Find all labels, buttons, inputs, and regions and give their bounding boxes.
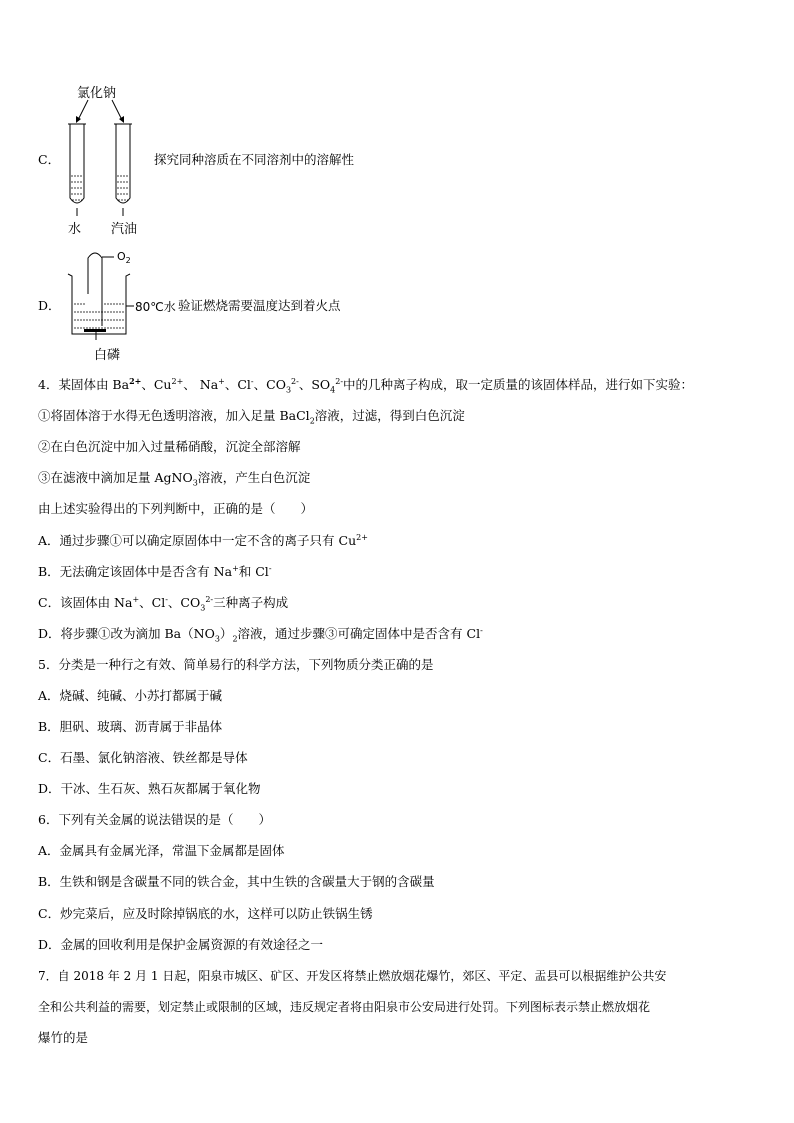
q6-option-c: C．炒完菜后，应及时除掉锅底的水，这样可以防止铁锅生锈 [38, 906, 373, 921]
option-c-letter: C． [38, 152, 61, 167]
q5-option-d: D．干冰、生石灰、熟石灰都属于氧化物 [38, 781, 261, 796]
q6-option-b: B．生铁和钢是含碳量不同的铁合金，其中生铁的含碳量大于钢的含碳量 [38, 874, 435, 889]
q5-option-c: C．石墨、氯化钠溶液、铁丝都是导体 [38, 750, 248, 765]
water-temp-label: 80℃水 [135, 300, 176, 314]
figure-c-gasoline-label: 汽油 [111, 222, 138, 237]
q5-option-a: A．烧碱、纯碱、小苏打都属于碱 [38, 688, 223, 703]
option-c-description: 探究同种溶质在不同溶剂中的溶解性 [154, 152, 355, 167]
q7-line-3: 爆竹的是 [38, 1030, 89, 1045]
figure-c-water-label: 水 [68, 222, 82, 237]
option-d-letter: D． [38, 298, 61, 313]
option-d-description: 验证燃烧需要温度达到着火点 [178, 298, 341, 313]
q6-stem: 6．下列有关金属的说法错误的是（ ） [38, 812, 271, 827]
q4-step1: ①将固体溶于水得无色透明溶液，加入足量 BaCl$_2$溶液，过滤，得到白色沉淀 [38, 408, 465, 426]
q7-line-1: 7．自 2018 年 2 月 1 日起，阳泉市城区、矿区、开发区将禁止燃放烟花爆竹，郊区、平定、盂县可以根据维护公共安 [38, 969, 667, 983]
test-tubes-figure [60, 98, 150, 218]
q4-option-b: B．无法确定该固体中是否含有 Na+和 Cl- [38, 563, 272, 579]
q7-line-2: 全和公共利益的需要，划定禁止或限制的区域，违反规定者将由阳泉市公安局进行处罚。下列图标表示禁止燃放烟花 [38, 1000, 651, 1014]
q4-option-c: C．该固体由 Na+、Cl-、$CO_3^{2-}$三种离子构成 [38, 594, 289, 613]
q4-step3: ③在滤液中滴加足量 AgNO$_3$溶液，产生白色沉淀 [38, 470, 311, 488]
q5-stem: 5．分类是一种行之有效、简单易行的科学方法，下列物质分类正确的是 [38, 657, 434, 672]
q4-question: 由上述实验得出的下列判断中，正确的是（ ） [38, 501, 314, 516]
q4-option-d: D．将步骤①改为滴加 $Ba(NO_3)_2$溶液，通过步骤③可确定固体中是否含有 Cl- [38, 625, 483, 644]
q4-option-a: A．通过步骤①可以确定原固体中一定不含的离子只有 $Cu^{2+}$ [38, 532, 368, 548]
q4-intro: 4．某固体由 $Ba^{2+}$、$Cu^{2+}$、 Na+、Cl-、$CO_3^{2-}$、$SO_4^{2-}$中的几种离子构成，取一定质量的该固体样品，进行如下实验： [38, 375, 694, 395]
q4-step2: ②在白色沉淀中加入过量稀硝酸，沉淀全部溶解 [38, 439, 301, 454]
o2-label: $O_2$ [117, 250, 131, 266]
figure-c-top-label: 氯化钠 [77, 86, 117, 101]
q6-option-a: A．金属具有金属光泽，常温下金属都是固体 [38, 843, 285, 858]
q6-option-d: D．金属的回收利用是保护金属资源的有效途径之一 [38, 937, 324, 952]
q5-option-b: B．胆矾、玻璃、沥青属于非晶体 [38, 719, 223, 734]
white-phosphorus-label: 白磷 [94, 348, 121, 363]
